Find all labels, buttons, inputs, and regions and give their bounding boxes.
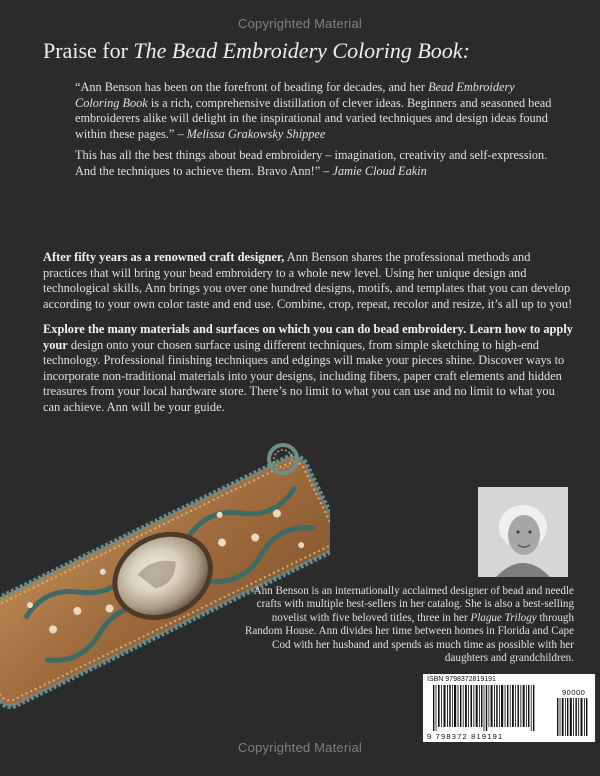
description-paragraph-2 [43, 322, 573, 416]
author-photo [478, 487, 568, 577]
heading-prefix: Praise for [43, 38, 134, 63]
price-code: 90000 [562, 688, 586, 697]
praise-quote-1 [75, 80, 555, 142]
quote-book-title: Bead Embroidery Coloring Book [75, 80, 515, 110]
quote-text: “Ann Benson has been on the forefront of beading for decades, and her [75, 80, 429, 94]
paragraph-lead: Explore the many materials and surfaces on which you can do bead embroidery. Learn how to apply your [43, 322, 573, 352]
quote-text: This has all the best things about bead embroidery – imagination, creativity and self-expression. And the techniques to achieve them. Bravo Ann!” – [75, 148, 548, 178]
description-paragraph-1 [43, 250, 573, 312]
quote-author: Melissa Grakowsky Shippee [186, 126, 326, 141]
isbn-digits: 9 798372 819191 [427, 732, 504, 741]
bio-trilogy-title: Plague Trilogy [470, 611, 537, 624]
bio-text: Ann Benson is an internationally acclaimed designer of bead and needle crafts with multiple best-sellers in her catalog. She is also a best-selling novelist with five beloved titles, three in her [253, 585, 574, 624]
book-title: The Bead Embroidery Coloring Book: [133, 38, 470, 63]
paragraph-lead: After fifty years as a renowned craft designer, [43, 250, 285, 264]
beaded-bracelet-image [0, 425, 330, 725]
watermark-top: Copyrighted Material [238, 16, 362, 31]
praise-quote-2 [75, 148, 555, 179]
author-bio [238, 585, 574, 665]
isbn-barcode-box [423, 674, 595, 742]
quote-author: Jamie Cloud Eakin [332, 163, 427, 178]
isbn-label: ISBN 9798372819191 [427, 676, 496, 683]
quote-text-rest: is a rich, comprehensive distillation of clever ideas. Beginners and seasoned bead embroiderers alike will delight in the inspirational and varied techniques and design ideas found within these pages.” – [75, 95, 552, 141]
paragraph-text: Ann Benson shares the professional methods and practices that will bring your bead embroidery to a whole new level. Using her unique design and technological skills, Ann brings you over one hundred designs, motifs, and templates that you can develop according to your own color taste and end use. Combine, crop, repeat, recolor and resize, it’s all up to you! [43, 250, 573, 311]
bio-text-rest: through Random House. Ann divides her time between homes in Florida and Cape Cod with her husband and spends as much time as possible with her daughters and grandchildren. [244, 611, 574, 665]
paragraph-text: design onto your chosen surface using different techniques, from simple sketching to high-end technology. Professional finishing techniques and edgings will make your pieces shine. Discover ways to incorporate non-traditional materials into your designs, including fibers, paper craft elements and hidden treasures from your local hardware store. There’s no limit to what you can use and no limit to what you can achieve. Ann will be your guide. [43, 337, 565, 414]
praise-heading [43, 38, 583, 64]
watermark-bottom: Copyrighted Material [238, 740, 362, 755]
author-portrait [478, 487, 568, 577]
